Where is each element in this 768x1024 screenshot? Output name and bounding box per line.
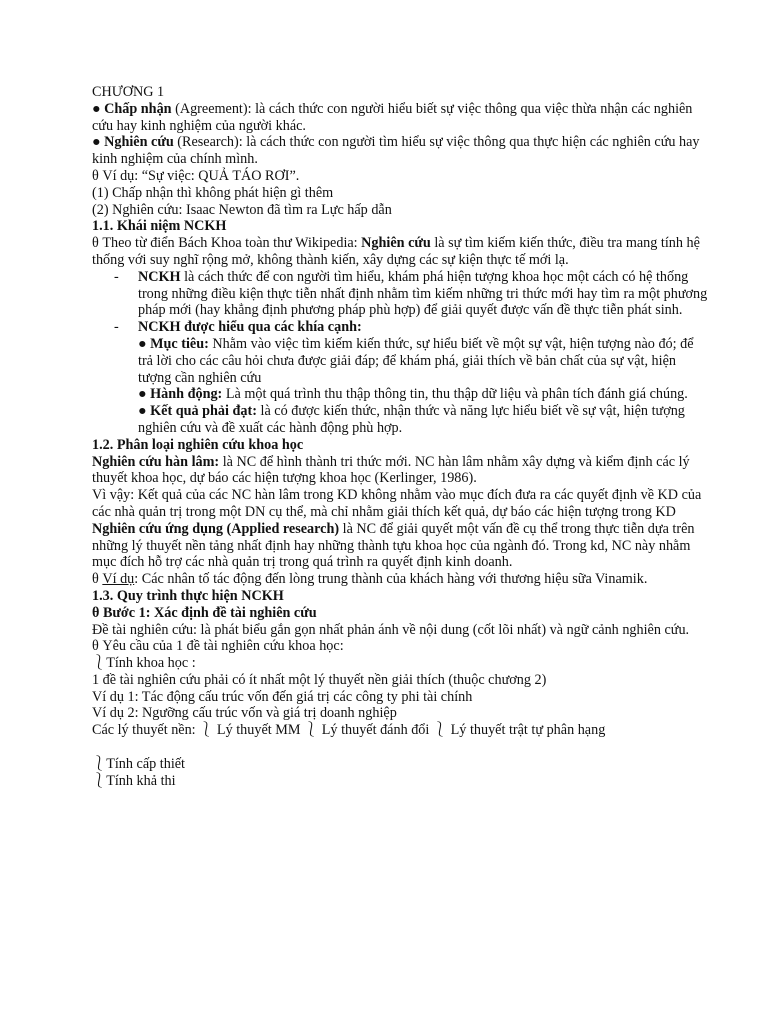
bullet: ● [138, 335, 147, 352]
section-heading-1-3: 1.3. Quy trình thực hiện NCKH [92, 587, 284, 604]
theory-tradeoff: Lý thuyết đánh đổi [318, 722, 433, 739]
chapter-heading: CHƯƠNG 1 [92, 84, 165, 100]
paragraph-vi-du-vinamik [92, 571, 708, 588]
requirement-tinh-khoa-hoc [92, 655, 708, 672]
example-item-2: (2) Nghiên cứu: Isaac Newton đã tìm ra Lực hấp dẫn [92, 201, 392, 218]
sub-item-ket-qua [92, 403, 708, 437]
term-agreement: Chấp nhận [104, 100, 172, 117]
example-2: Ví dụ 2: Ngưỡng cấu trúc vốn và giá trị doanh nghiệp [92, 705, 397, 722]
example-1: Ví dụ 1: Tác động cấu trúc vốn đến giá trị các công ty phi tài chính [92, 688, 473, 705]
dash-item-aspects [92, 319, 708, 336]
theory-list [92, 722, 708, 739]
definition-text: Là một quá trình thu thập thông tin, thu thập dữ liệu và phân tích đánh giá chúng. [222, 386, 688, 403]
term-muc-tieu: Mục tiêu: [146, 335, 209, 352]
paragraph-wikipedia [92, 235, 708, 269]
bracket-icon: ⎱ [92, 655, 107, 672]
paragraph-ly-thuyet-nen: 1 đề tài nghiên cứu phải có ít nhất một lý thuyết nền giải thích (thuộc chương 2) [92, 671, 547, 688]
bracket-icon: ⎱ [92, 772, 107, 789]
definition-text: là có được kiến thức, nhận thức và năng lực hiểu biết về sự vật, hiện tượng nghiên cứu và đề xuất các hành động phù hợp. [138, 403, 685, 436]
requirement-tinh-cap-thiet [92, 756, 708, 773]
term-hanh-dong: Hành động: [146, 386, 223, 403]
paragraph-han-lam [92, 454, 708, 488]
paragraph-yeu-cau: θ Yêu cầu của 1 đề tài nghiên cứu khoa học: [92, 638, 344, 655]
term-han-lam: Nghiên cứu hàn lâm: [92, 453, 220, 470]
sub-item-muc-tieu [92, 336, 708, 386]
requirement-label: Tính cấp thiết [106, 756, 185, 773]
requirement-tinh-kha-thi [92, 773, 708, 790]
underlined-vi-du: Ví dụ [102, 571, 135, 588]
step-1-heading: θ Bước 1: Xác định đề tài nghiên cứu [92, 604, 317, 621]
term-ung-dung: Nghiên cứu ứng dụng (Applied research) [92, 520, 340, 537]
paragraph-agreement [92, 101, 708, 135]
definition-text: là NC để hình thành tri thức mới. NC hàn lâm nhằm xây dựng và kiểm định các lý thuyết khoa học, dự báo các hiện tượng khoa học (Kerlinger, 1986). [92, 453, 690, 487]
bracket-icon: ⎱ [304, 722, 319, 739]
term-ket-qua: Kết quả phải đạt: [146, 403, 257, 420]
example-item-1: (1) Chấp nhận thì không phát hiện gì thêm [92, 184, 334, 201]
bullet: ● [138, 386, 147, 403]
paragraph-ung-dung [92, 521, 708, 571]
text-prefix: θ Theo từ điển Bách Khoa toàn thư Wikipedia: [92, 235, 362, 252]
term-research: Nghiên cứu [104, 134, 174, 151]
theory-mm: Lý thuyết MM [213, 722, 305, 739]
section-heading-1-2: 1.2. Phân loại nghiên cứu khoa học [92, 436, 304, 453]
theory-list-label: Các lý thuyết nền: [92, 722, 200, 739]
example-line: θ Ví dụ: “Sự việc: QUẢ TÁO RƠI”. [92, 167, 300, 184]
paragraph-de-tai: Đề tài nghiên cứu: là phát biểu gắn gọn nhất phản ánh về nội dung (cốt lõi nhất) và ngữ cảnh nghiên cứu. [92, 621, 690, 638]
paragraph-vi-vay: Vì vậy: Kết quả của các NC hàn lâm trong KD không nhằm vào mục đích đưa ra các quyết định về KD của các nhà quản trị trong một DN cụ thể, mà chỉ nhằm giải thích kết quả, dự báo các hiện tượng trong KD [92, 487, 702, 520]
definition-text: là cách thức để con người tìm hiểu, khám phá hiện tượng khoa học một cách có hệ thống trong những điều kiện thực tiễn nhất định nhằm tìm kiếm những tri thức mới hay tìm ra một phương pháp mới (hay khẳng định phương pháp phù hợp) để giải quyết được vấn đề thực tiễn phát sinh. [138, 268, 708, 319]
example-text: : Các nhân tố tác động đến lòng trung thành của khách hàng với thương hiệu sữa Vinamik. [134, 571, 648, 588]
definition-text: (Research): là cách thức con người tìm hiểu sự việc thông qua thực hiện các nghiên cứu hay kinh nghiệm của chính mình. [92, 134, 700, 168]
sub-item-hanh-dong [92, 386, 708, 403]
definition-text: là sự tìm kiếm kiến thức, điều tra mang tính hệ thống với suy nghĩ rộng mở, không thành kiến, xây dựng các sự kiện thực tế mới lạ. [92, 235, 700, 268]
bracket-icon: ⎱ [199, 722, 214, 739]
section-heading-1-1: 1.1. Khái niệm NCKH [92, 218, 227, 235]
bracket-icon: ⎱ [432, 722, 448, 739]
text-prefix: θ [92, 571, 103, 588]
requirement-label: Tính khả thi [106, 772, 176, 789]
definition-text: Nhằm vào việc tìm kiếm kiến thức, sự hiểu biết về một sự vật, hiện tượng nào đó; để trả lời cho các câu hỏi chưa được giải đáp; để khám phá, giải thích về bản chất của sự vật, hiện tượng cần nghiên cứu [138, 335, 694, 386]
requirement-label: Tính khoa học : [106, 655, 196, 672]
aspects-heading: NCKH được hiểu qua các khía cạnh: [138, 319, 362, 336]
bullet: ● [92, 134, 101, 151]
dash-item-nckh [92, 269, 708, 319]
term-nghien-cuu: Nghiên cứu [361, 235, 431, 252]
dash-marker: - [114, 319, 119, 336]
theory-pecking-order: Lý thuyết trật tự phân hạng [447, 722, 606, 739]
paragraph-research [92, 134, 708, 168]
dash-marker: - [114, 268, 119, 285]
blank-line [92, 739, 708, 756]
bullet: ● [92, 100, 101, 117]
term-nckh: NCKH [138, 268, 181, 285]
bracket-icon: ⎱ [92, 756, 107, 773]
definition-text: là NC để giải quyết một vấn đề cụ thể trong thực tiễn dựa trên những lý thuyết nền tảng nhất định hay những thành tựu khoa học của ngành đó. Trong kd, NC này nhằm mục đích hỗ trợ các nhà quản trị trong quá trình ra quyết định kinh doanh. [92, 520, 695, 571]
bullet: ● [138, 403, 147, 420]
definition-text: (Agreement): là cách thức con người hiểu biết sự việc thông qua việc thừa nhận các nghiên cứu hay kinh nghiệm của người khác. [92, 100, 693, 134]
